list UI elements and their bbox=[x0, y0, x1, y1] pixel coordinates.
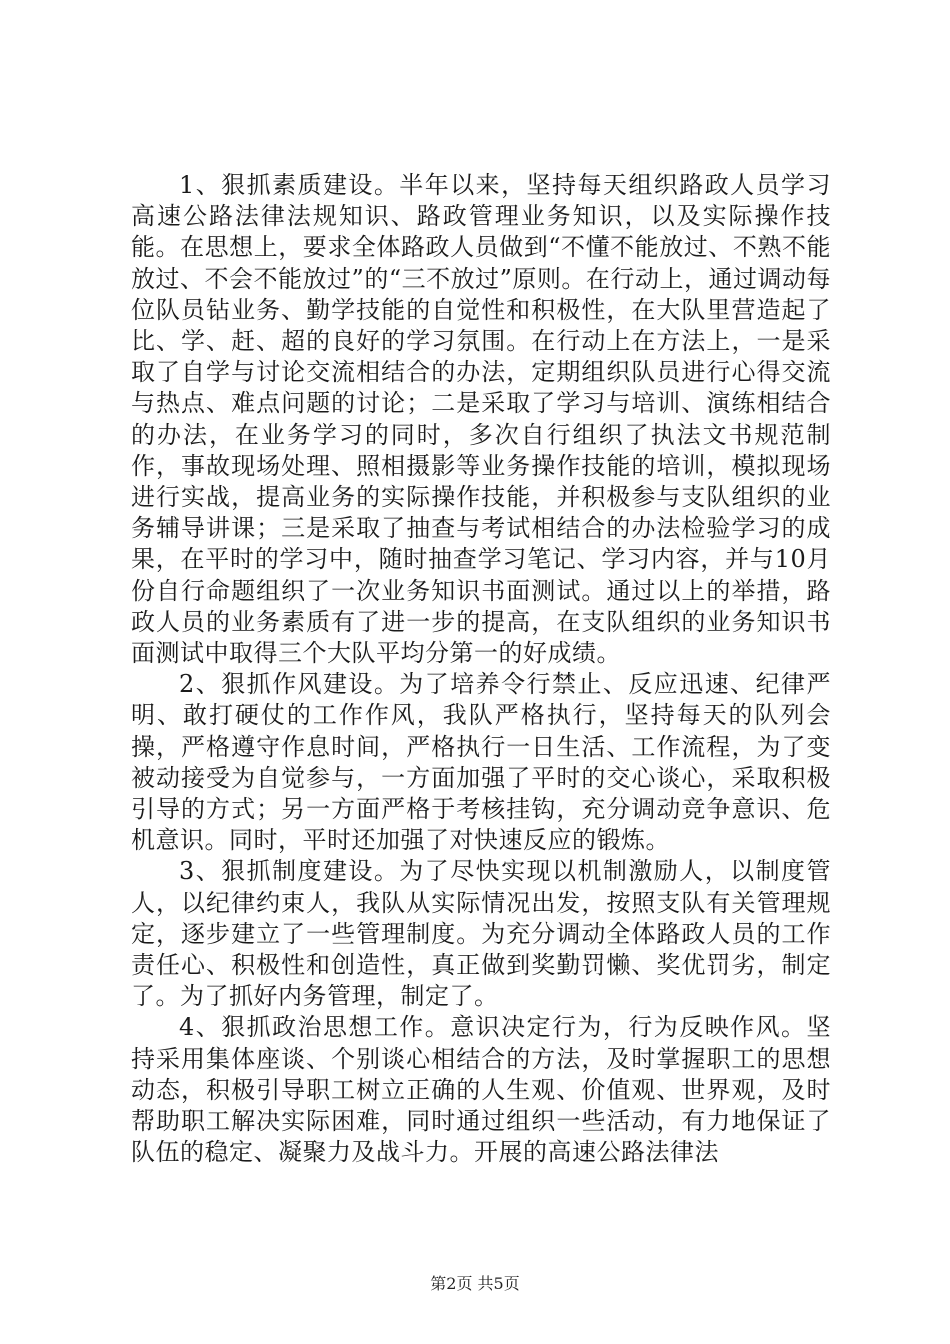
document-body bbox=[131, 170, 831, 1169]
paragraph-system-building: 3、狠抓制度建设。为了尽快实现以机制激励人，以制度管人，以纪律约束人，我队从实际情况出发，按照支队有关管理规定，逐步建立了一些管理制度。为充分调动全体路政人员的工作责任心、积极性和创造性，真正做到奖勤罚懒、奖优罚劣，制定了。为了抓好内务管理，制定了。 bbox=[131, 857, 831, 1011]
paragraph-style-building: 2、狠抓作风建设。为了培养令行禁止、反应迅速、纪律严明、敢打硬仗的工作作风，我队严格执行，坚持每天的队列会操，严格遵守作息时间，严格执行一日生活、工作流程，为了变被动接受为自觉参与，一方面加强了平时的交心谈心，采取积极引导的方式；另一方面严格于考核挂钩，充分调动竞争意识、危机意识。同时，平时还加强了对快速反应的锻炼。 bbox=[131, 670, 831, 855]
page-number-footer: 第2页 共5页 bbox=[430, 1274, 520, 1293]
paragraph-quality-building: 1、狠抓素质建设。半年以来，坚持每天组织路政人员学习高速公路法律法规知识、路政管理业务知识，以及实际操作技能。在思想上，要求全体路政人员做到“不懂不能放过、不熟不能放过、不会不能放过”的“三不放过”原则。在行动上，通过调动每位队员钻业务、勤学技能的自觉性和积极性，在大队里营造起了比、学、赶、超的良好的学习氛围。在行动上在方法上，一是采取了自学与讨论交流相结合的办法，定期组织队员进行心得交流与热点、难点问题的讨论；二是采取了学习与培训、演练相结合的办法，在业务学习的同时，多次自行组织了执法文书规范制作，事故现场处理、照相摄影等业务操作技能的培训，模拟现场进行实战，提高业务的实际操作技能，并积极参与支队组织的业务辅导讲课；三是采取了抽查与考试相结合的办法检验学习的成果，在平时的学习中，随时抽查学习笔记、学习内容，并与10月份自行命题组织了一次业务知识书面测试。通过以上的举措，路政人员的业务素质有了进一步的提高，在支队组织的业务知识书面测试中取得三个大队平均分第一的好成绩。 bbox=[131, 171, 831, 668]
paragraph-political-work: 4、狠抓政治思想工作。意识决定行为，行为反映作风。坚持采用集体座谈、个别谈心相结合的方法，及时掌握职工的思想动态，积极引导职工树立正确的人生观、价值观、世界观，及时帮助职工解决实际困难，同时通过组织一些活动，有力地保证了队伍的稳定、凝聚力及战斗力。开展的高速公路法律法 bbox=[131, 1013, 831, 1167]
